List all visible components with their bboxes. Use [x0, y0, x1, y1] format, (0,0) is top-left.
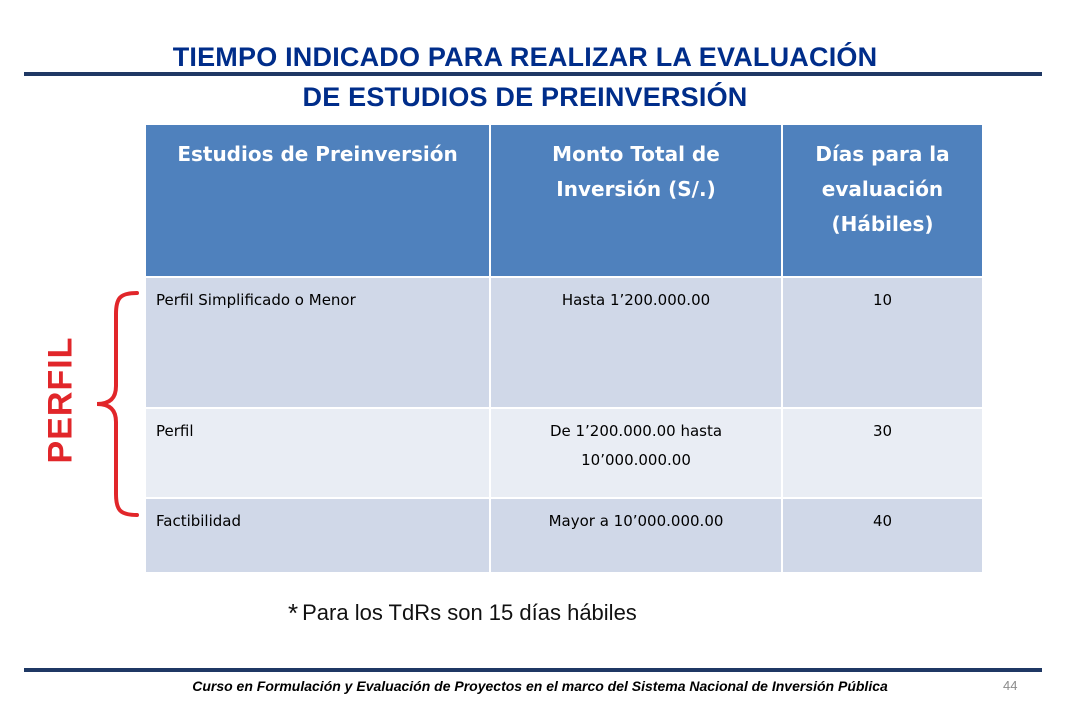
- cell-monto: Hasta 1’200.000.00: [490, 277, 782, 408]
- cell-monto: Mayor a 10’000.000.00: [490, 498, 782, 572]
- evaluation-time-table: [146, 125, 982, 572]
- table-header-row: [146, 125, 982, 277]
- cell-estudio: Perfil Simplificado o Menor: [146, 277, 490, 408]
- table-row: [146, 498, 982, 572]
- cell-dias: 30: [782, 408, 982, 498]
- table-row: [146, 408, 982, 498]
- cell-estudio: Perfil: [146, 408, 490, 498]
- bottom-rule: [24, 668, 1042, 672]
- curly-brace-icon: [92, 290, 142, 518]
- footer-course-title: Curso en Formulación y Evaluación de Proyectos en el marco del Sistema Nacional de Inversión Pública: [192, 678, 888, 694]
- note-asterisk: *: [288, 598, 299, 628]
- cell-dias: 10: [782, 277, 982, 408]
- table-row: [146, 277, 982, 408]
- cell-dias: 40: [782, 498, 982, 572]
- header-estudios: Estudios de Preinversión: [146, 125, 490, 277]
- top-rule: [24, 72, 1042, 76]
- slide-title-line-2: DE ESTUDIOS DE PREINVERSIÓN: [302, 82, 748, 112]
- slide-title-line-1: TIEMPO INDICADO PARA REALIZAR LA EVALUACIÓN: [172, 42, 878, 72]
- header-monto: Monto Total de Inversión (S/.): [490, 125, 782, 277]
- cell-estudio: Factibilidad: [146, 498, 490, 572]
- header-dias: Días para la evaluación (Hábiles): [782, 125, 982, 277]
- tdr-note: [288, 598, 637, 629]
- note-text: Para los TdRs son 15 días hábiles: [302, 600, 637, 625]
- cell-monto: De 1’200.000.00 hasta 10’000.000.00: [490, 408, 782, 498]
- page-number: 44: [1003, 678, 1018, 693]
- perfil-bracket-label: [36, 320, 86, 480]
- perfil-label-text: PERFIL: [41, 336, 80, 464]
